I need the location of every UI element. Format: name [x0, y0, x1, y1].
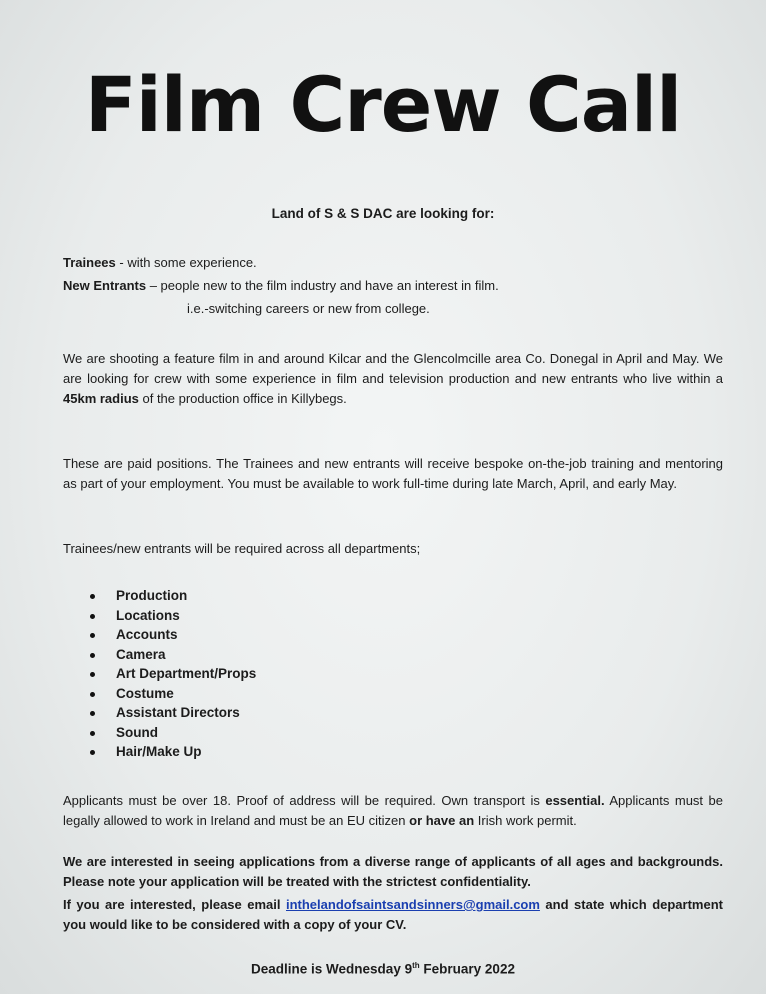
list-item: Assistant Directors [88, 703, 256, 723]
list-item: Camera [88, 645, 256, 665]
list-item: Accounts [88, 625, 256, 645]
para4-bold-a: essential. [545, 793, 605, 808]
para4-text-a: Applicants must be over 18. Proof of address will be required. Own transport is [63, 793, 546, 808]
list-item: Production [88, 586, 256, 606]
list-item: Hair/Make Up [88, 742, 256, 762]
list-item: Costume [88, 684, 256, 704]
deadline [0, 961, 766, 977]
new-entrants-line [63, 276, 723, 296]
new-entrants-text: – people new to the film industry and have an interest in film. [146, 278, 499, 293]
deadline-text-a: Deadline is Wednesday 9 [251, 961, 413, 977]
list-item: Locations [88, 606, 256, 626]
paragraph-paid-positions: These are paid positions. The Trainees and new entrants will receive bespoke on-the-job training and mentoring as part of your employment. You must be available to work full-time during late March, April, and early May. [63, 456, 723, 491]
deadline-sup: th [412, 961, 420, 970]
para4-bold-b: or have an [409, 813, 475, 828]
para1-bold: 45km radius [63, 391, 139, 406]
deadline-text-b: February 2022 [419, 961, 515, 977]
paragraph-departments-intro: Trainees/new entrants will be required across all departments; [63, 541, 421, 556]
roles-section [63, 253, 723, 296]
trainees-line [63, 253, 723, 273]
paragraph-requirements [63, 791, 723, 831]
paragraph-apply [63, 895, 723, 935]
email-link[interactable]: inthelandofsaintsandsinners@gmail.com [285, 897, 540, 912]
trainees-label: Trainees [63, 255, 116, 270]
para4-text-b: Applicants must be legally allowed to work in Ireland and must be an EU citizen [63, 793, 723, 828]
para6-text-a: If you are interested, please email [63, 897, 286, 912]
para1-text-a: We are shooting a feature film in and around Kilcar and the Glencolmcille area Co. Donegal in April and May. We are looking for crew with some experience in film and television production and new entrants who live within a [63, 351, 723, 386]
subtitle: Land of S & S DAC are looking for: [271, 206, 495, 221]
para1-text-b: of the production office in Killybegs. [138, 391, 347, 406]
paragraph-shooting [63, 349, 723, 409]
list-item: Sound [88, 723, 256, 743]
para6-text-b: and state which department you would like to be considered with a copy of your CV. [63, 897, 723, 932]
paragraph-diversity: We are interested in seeing applications from a diverse range of applicants of all ages and backgrounds. Please note your application will be treated with the strictest confidentiality. [63, 854, 723, 889]
para4-text-c: Irish work permit. [474, 813, 577, 828]
trainees-text: - with some experience. [115, 255, 257, 270]
list-item: Art Department/Props [88, 664, 256, 684]
poster-title: Film Crew Call [84, 60, 682, 149]
new-entrants-label: New Entrants [63, 278, 147, 293]
new-entrants-note: i.e.-switching careers or new from college. [187, 301, 430, 316]
departments-list [88, 586, 256, 762]
